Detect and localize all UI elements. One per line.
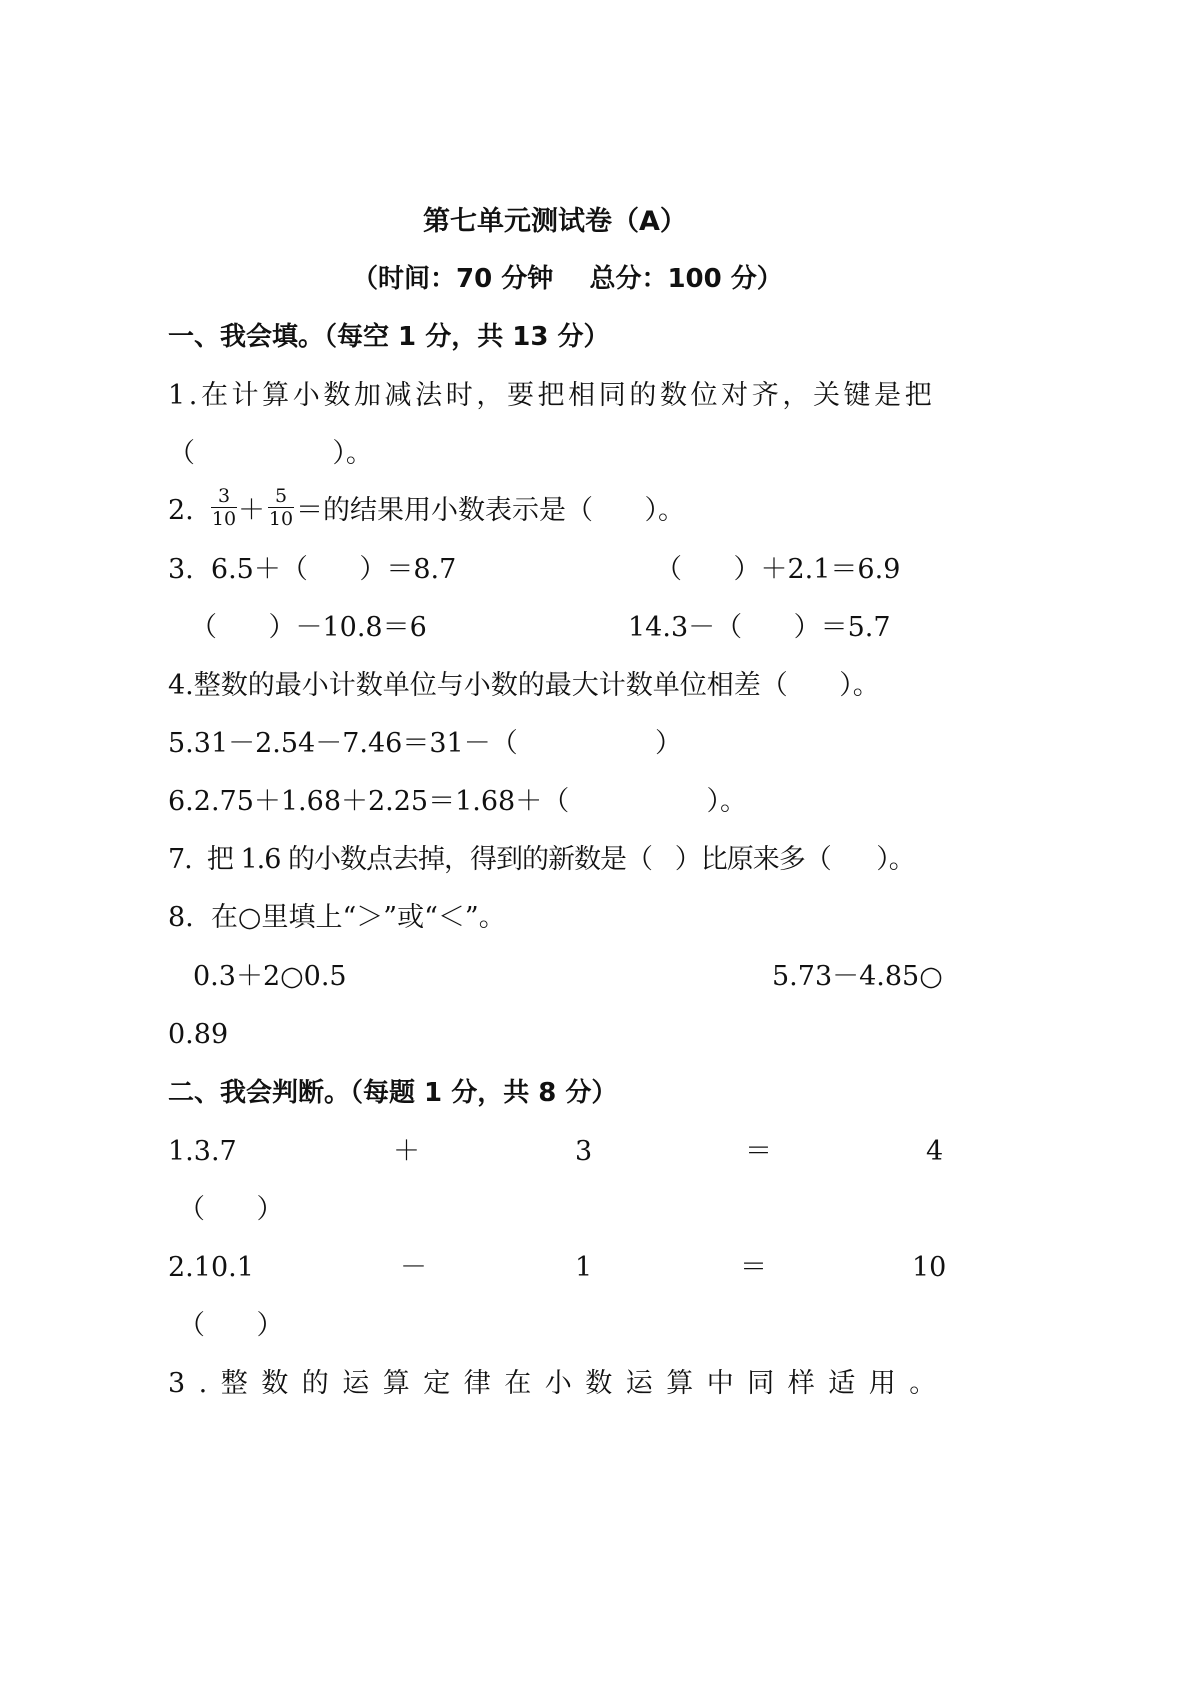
judge-2-op: － — [400, 1252, 427, 1283]
page-subtitle: （时间：70 分钟 总分：100 分） — [352, 264, 783, 294]
judge-2-blank[interactable]: （ ） — [178, 1310, 284, 1341]
question-1-3-d[interactable]: 14.3－（ ）＝5.7 — [628, 612, 891, 643]
question-1-7[interactable]: 7. 把 1.6 的小数点去掉，得到的新数是（ ）比原来多（ ）。 — [168, 844, 915, 875]
question-1-3-b[interactable]: （ ）＋2.1＝6.9 — [655, 554, 901, 585]
question-1-1-blank[interactable]: （ ）。 — [168, 438, 373, 469]
fraction-3-10: $\frac{3}{10}$ — [211, 485, 237, 530]
judge-1-eq: ＝ — [745, 1136, 772, 1167]
question-1-5[interactable]: 5.31－2.54－7.46＝31－（ ） — [168, 728, 683, 759]
section-1-heading: 一、我会填。（每空 1 分，共 13 分） — [168, 322, 610, 352]
question-1-4[interactable]: 4.整数的最小计数单位与小数的最大计数单位相差（ ）。 — [168, 670, 880, 701]
question-1-2-text[interactable]: ＝的结果用小数表示是（ ）。 — [296, 495, 685, 526]
question-1-3-a[interactable]: 3. 6.5＋（ ）＝8.7 — [168, 554, 457, 585]
judge-2-result: 10 — [912, 1252, 947, 1283]
plus-sign: ＋ — [238, 495, 265, 526]
fraction-5-10: $\frac{5}{10}$ — [268, 485, 294, 530]
question-1-8-b[interactable]: 5.73－4.85○ — [772, 961, 943, 992]
question-1-2-number: 2. — [168, 495, 194, 526]
judge-1-op: ＋ — [393, 1136, 420, 1167]
judge-2-eq: ＝ — [740, 1252, 767, 1283]
judge-2-operand: 1 — [575, 1252, 593, 1283]
section-2-heading: 二、我会判断。（每题 1 分，共 8 分） — [168, 1078, 618, 1108]
question-1-8-c: 0.89 — [168, 1019, 229, 1050]
question-1-3-c[interactable]: （ ）－10.8＝6 — [190, 612, 427, 643]
question-1-1-line1: 1.在计算小数加减法时，要把相同的数位对齐，关键是把 — [168, 380, 936, 411]
page-title: 第七单元测试卷（A） — [423, 206, 687, 237]
judge-2-label: 2.10.1 — [168, 1252, 254, 1283]
question-1-6[interactable]: 6.2.75＋1.68＋2.25＝1.68＋（ ）。 — [168, 786, 748, 817]
judge-3: 3.整数的运算定律在小数运算中同样适用。 — [168, 1368, 950, 1399]
judge-1-label: 1.3.7 — [168, 1136, 237, 1167]
question-1-8-a[interactable]: 0.3＋2○0.5 — [193, 961, 347, 992]
judge-1-result: 4 — [926, 1136, 944, 1167]
judge-1-blank[interactable]: （ ） — [178, 1194, 284, 1225]
judge-1-operand: 3 — [575, 1136, 593, 1167]
question-1-8: 8. 在○里填上“＞”或“＜”。 — [168, 902, 506, 933]
